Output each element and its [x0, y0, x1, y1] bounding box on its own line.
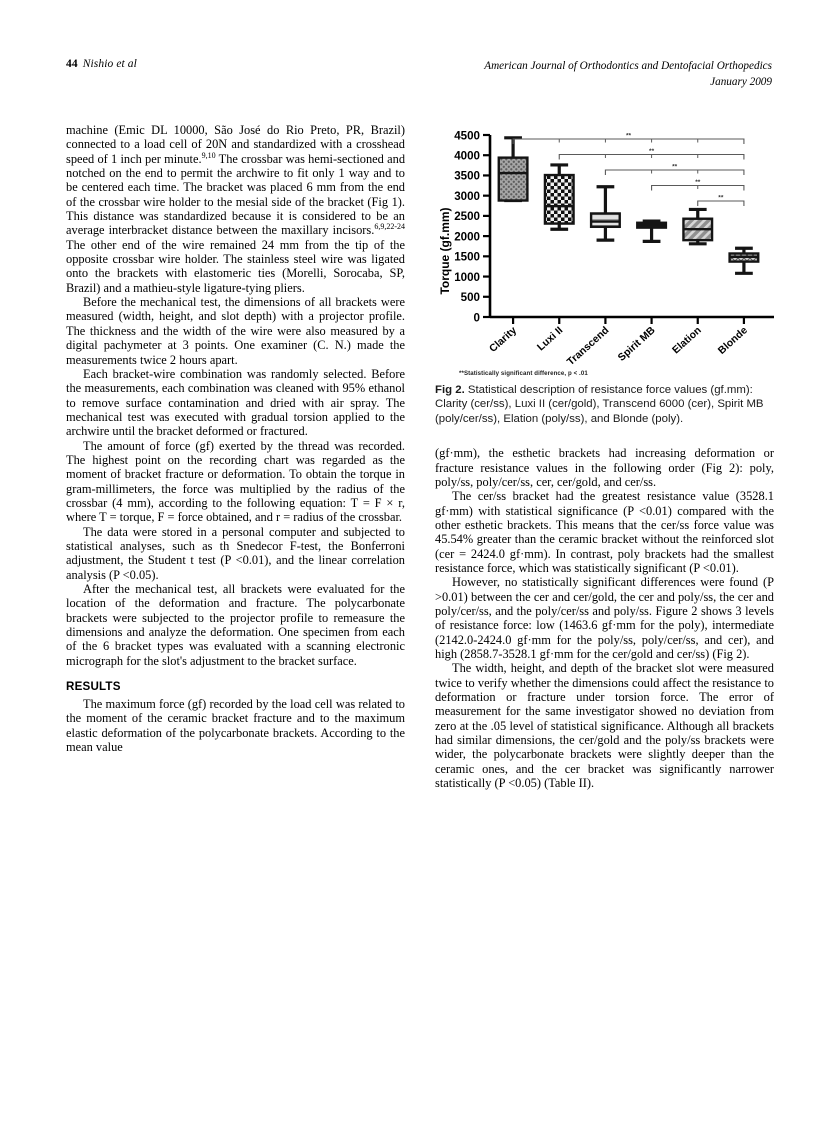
- figure-caption: [435, 383, 774, 426]
- spacer: [435, 426, 774, 434]
- journal-issue: January 2009: [710, 76, 772, 89]
- running-head-authors: Nishio et al: [82, 58, 137, 70]
- paragraph-dimensions: Before the mechanical test, the dimensions of all brackets were measured (width, height, and slot depth) with a projector profile. The thickness and the width of the wire were also measured by a digital pachymeter at 3 points. One examiner (C. N.) made the measurements twice 2 hours apart.: [66, 295, 405, 367]
- significance-bracket: [698, 201, 744, 206]
- y-tick-label: 0: [473, 311, 480, 325]
- significance-bracket: [513, 139, 744, 144]
- y-tick-label: 2000: [454, 230, 480, 244]
- paragraph-order: [435, 446, 774, 489]
- paragraph-cerss: The cer/ss bracket had the greatest resistance value (3528.1 gf·mm) with statistical significance (P <0.01) compared with the other esthetic brackets. This means that the cer/ss force value was 45.54% greater than the ceramic bracket without the reinforced slot (cer = 2424.0 gf·mm). In contrast, poly brackets had the smallest resistance force, which was statistically significant (P <0.01).: [435, 489, 774, 575]
- significance-marker: **: [649, 147, 655, 155]
- paragraph-text: The crossbar was hemi-sectioned and notched on the end to permit the archwire to fit only 1 way and to be centered each time. The bracket was placed 6 mm from the end of the crossbar wire holder to the mesial side of the bracket (Fig 1). This distance was standardized because it is considered to be an average interbracket distance between the maxillary incisors.: [66, 151, 406, 238]
- x-axis-labels: [488, 325, 750, 368]
- figure-2: [435, 123, 774, 426]
- reference-marker: 6,9,22-24: [374, 222, 405, 232]
- page-number: 44: [66, 58, 78, 70]
- paragraph-text: machine (Emic DL 10000, São José do Rio Preto, PR, Brazil) connected to a load cell of 20N and standardized with a crosshead speed of 1 inch per minute.: [66, 123, 405, 166]
- paragraph-text: (gf·mm), the esthetic brackets had increasing deformation or fracture resistance values in the following order (Fig 2): poly, poly/ss, poly/cer/ss, cer, cer/gold, and cer/ss.: [435, 446, 774, 489]
- x-tick-label: Elation: [670, 325, 704, 357]
- right-column: [435, 123, 774, 790]
- y-tick-label: 3500: [454, 169, 480, 183]
- journal-title: American Journal of Orthodontics and Dentofacial Orthopedics: [484, 60, 772, 72]
- x-tick-label: Spirit MB: [616, 325, 658, 364]
- paragraph-evaluation: After the mechanical test, all brackets were evaluated for the location of the deformation and fracture. The polycarbonate brackets were subjected to the projector profile to remeasure the dimensions and analyze the deformation. One specimen from each of the 6 bracket types was evaluated with a scanning electronic micrograph for the slot's adjustment to the bracket surface.: [66, 582, 405, 668]
- running-head: [66, 58, 772, 90]
- x-tick-label: Clarity: [487, 325, 520, 355]
- paragraph-text: The other end of the wire remained 24 mm from the tip of the opposite crossbar wire holder. The stainless steel wire was ligated onto the brackets with elastomeric ties (Morelli, Sorocaba, SP, Brazil) and a mathieu-style ligature-tying pliers.: [66, 237, 405, 295]
- y-tick-label: 1500: [454, 250, 480, 264]
- paragraph-results: The maximum force (gf) recorded by the load cell was related to the moment of the ceramic bracket fracture and to the maximum elastic deformation of the polycarbonate brackets. According to the mean value: [66, 697, 405, 755]
- box-series: [499, 138, 758, 273]
- y-tick-label: 1000: [454, 270, 480, 284]
- y-tick-label: 2500: [454, 210, 480, 224]
- paragraph-combination: Each bracket-wire combination was randomly selected. Before the measurements, each combination was cleaned with 95% ethanol to remove surface contamination and dried with air spray. The mechanical test was executed with gradual torsion applied to the archwire until the bracket deformed or fractured.: [66, 366, 405, 439]
- y-tick-label: 4500: [454, 129, 480, 143]
- x-tick-label: Blonde: [716, 325, 750, 357]
- running-head-left: [66, 58, 137, 70]
- figure-caption-text: Statistical description of resistance force values (gf.mm): Clarity (cer/ss), Luxi II (cer/gold), Transcend 6000 (cer), Spirit MB (poly/cer/ss), Elation (poly/ss), and Blonde (poly).: [435, 384, 764, 425]
- significance-marker: **: [695, 178, 701, 186]
- running-head-right: [484, 58, 772, 90]
- figure-label: Fig 2.: [435, 384, 465, 396]
- paragraph-machine: [66, 123, 405, 295]
- boxplot-svg: [435, 123, 774, 373]
- paragraph-statistics: The data were stored in a personal computer and subjected to statistical analyses, such as th Snedecor F-test, the Bonferroni adjustment, the Student t test (P <0.01), and the linear correlation analysis (P <0.05).: [66, 524, 405, 582]
- y-axis-ticks: [454, 129, 490, 324]
- y-tick-label: 500: [460, 291, 480, 305]
- box-plot-item: [730, 248, 759, 273]
- paragraph-nodiff: However, no statistically significant differences were found (P >0.01) between the cer and cer/gold, the cer and poly/ss, the cer and poly/cer/ss, and the poly/cer/ss and poly/ss. Figure 2 shows 3 levels of resistance force: low (1463.6 gf·mm for the poly), intermediate (2142.0-2424.0 gf·mm for the poly/ss, poly/cer/ss, and cer), and high (2858.7-3528.1 gf·mm for the cer/gold and cer/ss) (Fig 2).: [435, 575, 774, 662]
- y-tick-label: 3000: [454, 189, 480, 203]
- y-axis-label: Torque (gf.mm): [438, 207, 452, 295]
- boxplot-chart: [435, 123, 774, 373]
- box-plot-item: [499, 138, 528, 201]
- significance-marker: **: [718, 194, 724, 202]
- x-tick-label: Luxi II: [535, 325, 566, 354]
- paragraph-slot: The width, height, and depth of the bracket slot were measured twice to verify whether the dimensions could affect the resistance to deformation or fracture under torsion force. The error of measurement for the same investigator showed no deviation from zero at the .05 level of statistical significance. Although all brackets had similar dimensions, the cer/gold and the poly/ss brackets were wider, the polycarbonate brackets were slightly deeper than the ceramic ones, and the cer bracket was significantly narrower statistically (P <0.05) (Table II).: [435, 661, 774, 791]
- box-plot-item: [637, 221, 666, 241]
- figure-footnote: **Statistically significant difference, p < .01: [459, 370, 588, 377]
- paragraph-force: The amount of force (gf) exerted by the thread was recorded. The highest point on the recording chart was regarded as the moment of bracket fracture or deformation. To obtain the torque in gram-millimeters, the force was multiplied by the radius of the crossbar (4 mm), according to the following equation: T = F × r, where T = torque, F = force obtained, and r = radius of the crossbar.: [66, 438, 405, 525]
- left-column: [66, 123, 405, 754]
- box-plot-item: [683, 209, 712, 243]
- significance-marker: **: [625, 132, 632, 140]
- y-tick-label: 4000: [454, 149, 480, 163]
- x-tick-label: Transcend: [565, 325, 612, 369]
- figure-image: [435, 123, 774, 375]
- significance-marker: **: [672, 163, 678, 171]
- box-plot-item: [591, 187, 620, 240]
- significance-bracket: [605, 170, 743, 175]
- reference-marker: 9,10: [201, 150, 216, 160]
- box-plot-item: [545, 165, 574, 229]
- results-heading: RESULTS: [66, 680, 121, 694]
